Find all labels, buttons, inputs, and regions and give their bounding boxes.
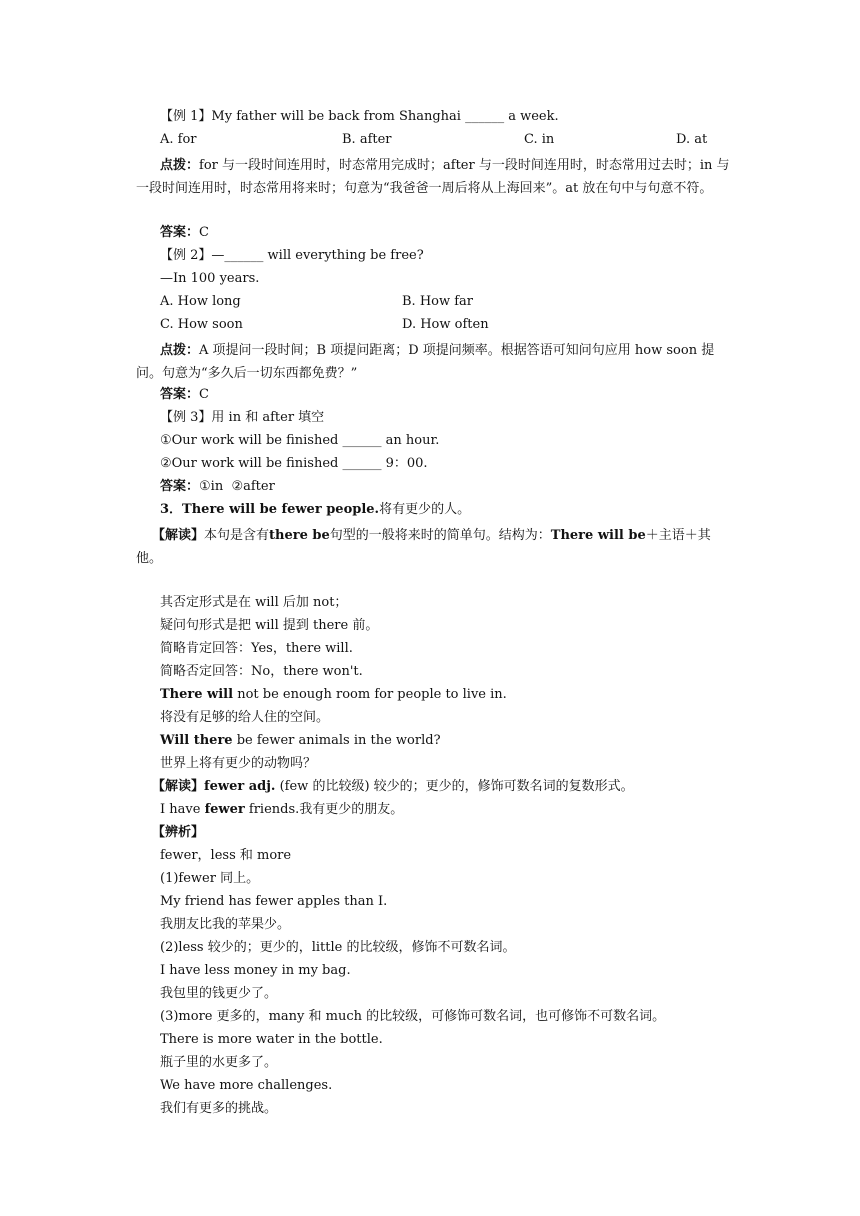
heading-chinese: 将有更少的人。 xyxy=(379,502,471,517)
example-label: 【例 2】 xyxy=(160,248,212,263)
jiedu-label: 【解读】 xyxy=(152,779,205,794)
bianxi-item-2-translation: 我包里的钱更少了。 xyxy=(160,986,278,1001)
bianxi-item-1-example: My friend has fewer apples than I. xyxy=(160,894,388,909)
jiedu-keyword: fewer adj. xyxy=(204,779,276,794)
bianxi-item-3: (3)more 更多的，many 和 much 的比较级，可修饰可数名词，也可修饰不可数名词。 xyxy=(160,1009,666,1024)
bianxi-label: 【辨析】 xyxy=(152,825,205,840)
example-2-tip xyxy=(136,339,732,385)
section-3-jiedu-2 xyxy=(152,778,732,796)
bianxi-item-2: (2)less 较少的；更少的，little 的比较级，修饰不可数名词。 xyxy=(160,940,516,955)
sentence-text: friends. xyxy=(244,802,300,817)
example-sentence-a-translation: 将没有足够的给人住的空间。 xyxy=(160,710,330,725)
tip-text: A 项提问一段时间；B 项提问距离；D 项提问频率。根据答语可知问句应用 how soon 提问。句意为“多久后一切东西都免费？” xyxy=(136,343,715,381)
example-1-answer xyxy=(160,224,732,242)
sentence-text: not be enough room for people to live in. xyxy=(233,687,507,702)
question-text: —______ will everything be free? xyxy=(211,248,424,263)
answer-label: 答案： xyxy=(160,479,200,494)
example-3-prompt xyxy=(160,409,732,427)
sentence-translation: 我有更少的朋友。 xyxy=(299,802,404,817)
option-b: B. How far xyxy=(402,294,474,309)
example-1-question xyxy=(160,108,732,126)
sentence-keyword: There will xyxy=(160,687,234,702)
option-b: B. after xyxy=(342,132,392,147)
question-form: 疑问句形式是把 will 提到 there 前。 xyxy=(160,618,379,633)
option-a: A. How long xyxy=(160,294,241,309)
tip-text: for 与一段时间连用时，时态常用完成时；after 与一段时间连用时，时态常用过去时；in 与一段时间连用时，时态常用将来时；句意为“我爸爸一周后将从上海回来”。at 放在句中与句意不符。 xyxy=(136,158,730,196)
bianxi-item-1-translation: 我朋友比我的苹果少。 xyxy=(160,917,291,932)
jiedu-text: 句型的一般将来时的简单句。结构为： xyxy=(329,528,551,543)
bianxi-item-3-translation-2: 我们有更多的挑战。 xyxy=(160,1101,278,1116)
jiedu-text: (few 的比较级) 较少的；更少的，修饰可数名词的复数形式。 xyxy=(275,779,634,794)
example-sentence-b xyxy=(160,732,732,750)
section-3-heading xyxy=(160,501,732,519)
bianxi-item-2-example: I have less money in my bag. xyxy=(160,963,351,978)
tip-label: 点拨： xyxy=(160,343,200,358)
example-3-question-1: ①Our work will be finished ______ an hour. xyxy=(160,433,440,448)
answer-label: 答案： xyxy=(160,387,200,402)
option-d: D. How often xyxy=(402,317,489,332)
jiedu-text: ＋主语＋其他。 xyxy=(136,528,711,566)
sentence-keyword: fewer xyxy=(204,802,245,817)
example-sentence-b-translation: 世界上将有更少的动物吗？ xyxy=(160,756,317,771)
jiedu-text: 本句是含有 xyxy=(204,528,270,543)
bianxi-item-1: (1)fewer 同上。 xyxy=(160,871,260,886)
option-c: C. How soon xyxy=(160,317,243,332)
jiedu-keyword: there be xyxy=(269,528,330,543)
short-answer-no: 简略否定回答：No，there won't. xyxy=(160,664,363,679)
example-sentence-c xyxy=(160,801,732,819)
jiedu-label: 【解读】 xyxy=(152,528,205,543)
example-sentence-a xyxy=(160,686,732,704)
bianxi-item-3-example-2: We have more challenges. xyxy=(160,1078,333,1093)
bianxi-item-3-example-1: There is more water in the bottle. xyxy=(160,1032,383,1047)
sentence-keyword: Will there xyxy=(160,733,233,748)
sentence-text: be fewer animals in the world? xyxy=(232,733,441,748)
section-3-jiedu xyxy=(136,524,732,570)
bianxi-item-3-translation-1: 瓶子里的水更多了。 xyxy=(160,1055,278,1070)
heading-english: 3．There will be fewer people. xyxy=(160,502,380,517)
tip-label: 点拨： xyxy=(160,158,200,173)
sentence-text: I have xyxy=(160,802,205,817)
example-3-answer xyxy=(160,478,732,496)
option-a: A. for xyxy=(160,132,197,147)
example-1-tip xyxy=(136,154,732,200)
jiedu-keyword: There will be xyxy=(550,528,646,543)
bianxi-title: fewer，less 和 more xyxy=(160,848,292,863)
example-2-question xyxy=(160,247,732,265)
option-c: C. in xyxy=(524,132,555,147)
option-d: D. at xyxy=(676,132,708,147)
negative-form: 其否定形式是在 will 后加 not； xyxy=(160,595,348,610)
example-label: 【例 3】 xyxy=(160,410,212,425)
example-2-reply: —In 100 years. xyxy=(160,271,260,286)
example-label: 【例 1】 xyxy=(160,109,212,124)
answer-value: C xyxy=(199,387,209,402)
answer-label: 答案： xyxy=(160,225,200,240)
prompt-text: 用 in 和 after 填空 xyxy=(211,410,325,425)
example-2-answer xyxy=(160,386,732,404)
example-3-question-2: ②Our work will be finished ______ 9：00. xyxy=(160,456,428,471)
question-text: My father will be back from Shanghai ______ a week. xyxy=(211,109,559,124)
short-answer-yes: 简略肯定回答：Yes，there will. xyxy=(160,641,353,656)
answer-value: C xyxy=(199,225,209,240)
answer-value: ①in ②after xyxy=(199,479,275,494)
